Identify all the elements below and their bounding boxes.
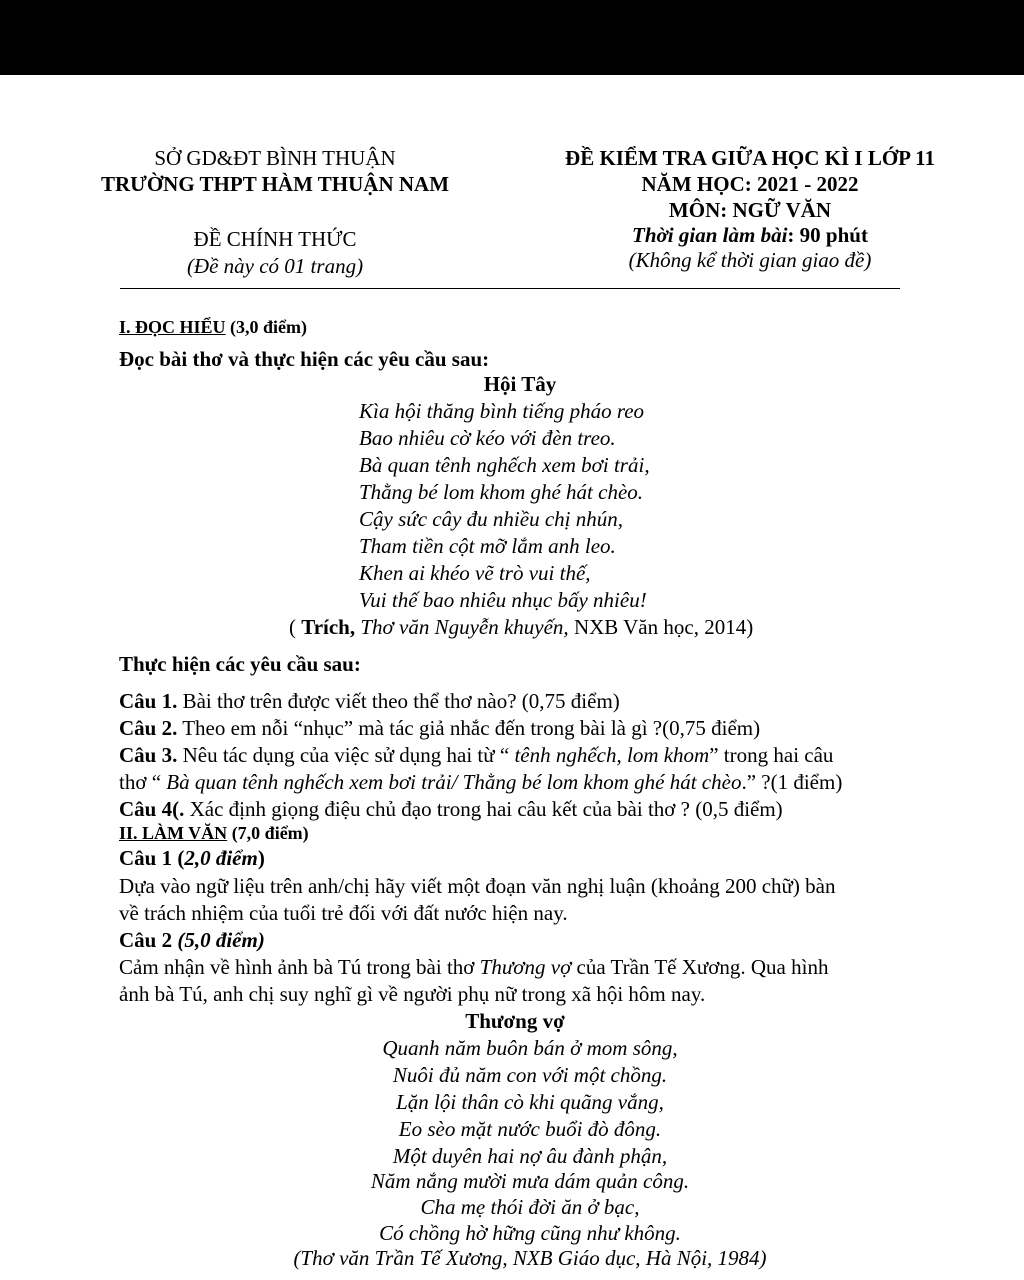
top-black-bar — [0, 0, 1024, 75]
question-score: (5,0 điểm) — [177, 928, 265, 952]
question-3 — [119, 743, 833, 768]
official-exam-label: ĐỀ CHÍNH THỨC — [193, 227, 357, 251]
essay-question-1 — [119, 846, 265, 871]
poem2-line: Năm nắng mười mưa dám quản công. — [370, 1169, 690, 1193]
poem2-line: Quanh năm buôn bán ở mom sông, — [382, 1036, 678, 1060]
poem2-line: Eo sèo mặt nước buổi đò đông. — [398, 1117, 662, 1141]
part2-heading-text: II. LÀM VĂN — [119, 823, 228, 843]
question-score: 2,0 điểm — [184, 846, 258, 870]
poem-title-inline: Thương vợ — [479, 955, 572, 979]
question-quote: tênh nghếch, lom khom — [514, 743, 710, 767]
source-bold: Trích, — [301, 615, 356, 639]
poem1-line: Kìa hội thăng bình tiếng pháo reo — [359, 399, 645, 423]
essay-text: Cảm nhận về hình ảnh bà Tú trong bài thơ — [119, 955, 480, 979]
question-4 — [119, 797, 783, 822]
poem1-line: Cậy sức cây đu nhiều chị nhún, — [359, 507, 623, 531]
duration-note: (Không kể thời gian giao đề) — [628, 248, 872, 272]
question-label: Câu 2. — [119, 716, 178, 740]
question-text: ” trong hai câu — [709, 743, 834, 767]
question-label-close: ) — [257, 846, 265, 870]
poem1-line: Tham tiền cột mỡ lắm anh leo. — [359, 534, 616, 558]
poem1-line: Thằng bé lom khom ghé hát chèo. — [359, 480, 644, 504]
part1-instruction: Đọc bài thơ và thực hiện các yêu cầu sau: — [119, 347, 490, 371]
header-divider — [120, 288, 900, 289]
essay-text: của Trần Tế Xương. Qua hình — [571, 955, 829, 979]
question-1 — [119, 689, 620, 714]
question-text: Xác định giọng điệu chủ đạo trong hai câu kết của bài thơ ? (0,5 điểm) — [184, 797, 783, 821]
poem1-line: Khen ai khéo vẽ trò vui thế, — [359, 561, 591, 585]
essay-2-text: ảnh bà Tú, anh chị suy nghĩ gì về người phụ nữ trong xã hội hôm nay. — [119, 982, 706, 1006]
question-label: Câu 2 — [119, 928, 178, 952]
poem2-line: Có chồng hờ hững cũng như không. — [379, 1221, 681, 1245]
poem1-title: Hội Tây — [483, 372, 557, 396]
source-open: ( — [289, 615, 302, 639]
question-label: Câu 4(. — [119, 797, 185, 821]
poem1-line: Bà quan tênh nghếch xem bơi trải, — [359, 453, 650, 477]
poem2-line: Lặn lội thân cò khi quãng vắng, — [396, 1090, 664, 1114]
essay-question-2 — [119, 928, 265, 953]
question-text: .” ?(1 điểm) — [741, 770, 843, 794]
source-book: Thơ văn Nguyễn khuyến, — [355, 615, 569, 639]
page-count-note: (Đề này có 01 trang) — [186, 254, 364, 278]
part1-score: (3,0 điểm) — [225, 317, 307, 337]
essay-2-text — [119, 955, 828, 980]
school-name: TRƯỜNG THPT HÀM THUẬN NAM — [100, 172, 450, 196]
tasks-heading: Thực hiện các yêu cầu sau: — [119, 652, 361, 676]
poem2-line: Một duyên hai nợ âu đành phận, — [392, 1144, 668, 1168]
part2-score: (7,0 điểm) — [227, 823, 309, 843]
poem2-source: (Thơ văn Trần Tế Xương, NXB Giáo dục, Hà Nội, 1984) — [293, 1246, 767, 1270]
duration-value: : 90 phút — [787, 223, 868, 247]
question-label: Câu 1. — [119, 689, 178, 713]
source-publisher: NXB Văn học, 2014) — [568, 615, 754, 639]
poem1-source — [289, 615, 753, 640]
part2-heading — [119, 823, 309, 844]
part1-heading — [119, 317, 307, 338]
essay-1-text: Dựa vào ngữ liệu trên anh/chị hãy viết một đoạn văn nghị luận (khoảng 200 chữ) bàn — [119, 874, 836, 898]
question-text: Bài thơ trên được viết theo thể thơ nào? (0,75 điểm) — [177, 689, 620, 713]
poem2-line: Cha mẹ thói đời ăn ở bạc, — [420, 1195, 640, 1219]
department-name: SỞ GD&ĐT BÌNH THUẬN — [154, 146, 396, 170]
poem2-title: Thương vợ — [465, 1009, 565, 1033]
essay-1-text: về trách nhiệm của tuổi trẻ đối với đất nước hiện nay. — [119, 901, 568, 925]
exam-duration — [530, 223, 970, 248]
question-text: thơ “ — [119, 770, 167, 794]
question-label: Câu 3. — [119, 743, 178, 767]
question-2 — [119, 716, 760, 741]
question-label: Câu 1 ( — [119, 846, 185, 870]
question-text: Nêu tác dụng của việc sử dụng hai từ “ — [177, 743, 515, 767]
question-text: Theo em nỗi “nhục” mà tác giả nhắc đến trong bài là gì ?(0,75 điểm) — [177, 716, 761, 740]
question-3-cont — [119, 770, 842, 795]
exam-title: ĐỀ KIỂM TRA GIỮA HỌC KÌ I LỚP 11 — [565, 146, 935, 170]
poem1-line: Vui thế bao nhiêu nhục bấy nhiêu! — [359, 588, 647, 612]
poem1-line: Bao nhiêu cờ kéo với đèn treo. — [359, 426, 616, 450]
poem2-line: Nuôi đủ năm con với một chồng. — [392, 1063, 668, 1087]
subject: MÔN: NGỮ VĂN — [668, 198, 832, 222]
part1-heading-text: I. ĐỌC HIỂU — [119, 317, 226, 337]
school-year: NĂM HỌC: 2021 - 2022 — [641, 172, 859, 196]
question-quote: Bà quan tênh nghếch xem bơi trải/ Thằng bé lom khom ghé hát chèo — [166, 770, 742, 794]
duration-label: Thời gian làm bài — [632, 223, 788, 247]
